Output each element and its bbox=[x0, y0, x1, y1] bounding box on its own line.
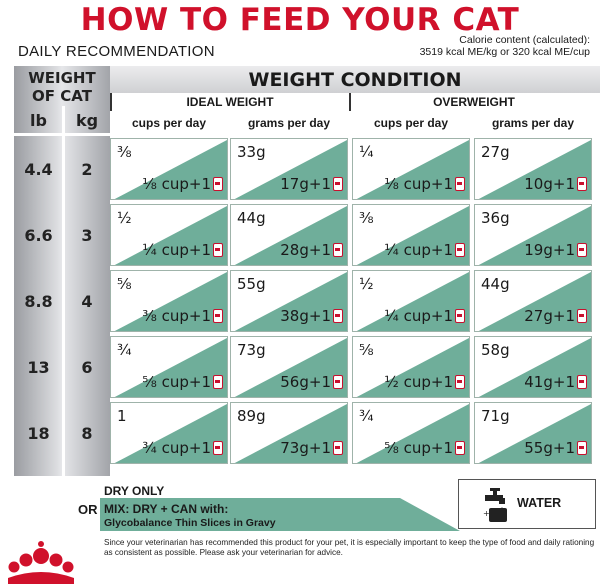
dry-only-amount: 89g bbox=[237, 407, 266, 425]
dry-only-amount: ½ bbox=[117, 209, 132, 227]
calorie-line-1: Calorie content (calculated): bbox=[459, 34, 590, 46]
legend-mix: MIX: DRY + CAN with: bbox=[104, 502, 229, 516]
dry-only-amount: 73g bbox=[237, 341, 266, 359]
kg-label: kg bbox=[75, 111, 99, 130]
mix-amount-text: ¾ cup+1 bbox=[142, 439, 211, 457]
mix-amount-text: 55g+1 bbox=[524, 439, 575, 457]
weight-of-cat-title bbox=[14, 69, 110, 105]
group-divider-middle bbox=[349, 93, 351, 111]
mix-amount-text: ½ cup+1 bbox=[384, 373, 453, 391]
dry-only-amount: 71g bbox=[481, 407, 510, 425]
mix-amount bbox=[384, 373, 465, 391]
can-icon bbox=[455, 177, 465, 191]
lb-label: lb bbox=[30, 111, 47, 130]
ideal-cups-header: cups per day bbox=[131, 116, 207, 130]
mix-amount-text: 10g+1 bbox=[524, 175, 575, 193]
header-divider bbox=[14, 133, 110, 136]
can-icon bbox=[455, 309, 465, 323]
mix-amount bbox=[384, 439, 465, 457]
dry-only-amount: 36g bbox=[481, 209, 510, 227]
can-icon bbox=[333, 375, 343, 389]
over-cups-header: cups per day bbox=[373, 116, 449, 130]
can-icon bbox=[455, 243, 465, 257]
can-icon bbox=[213, 243, 223, 257]
mix-amount bbox=[280, 373, 343, 391]
dry-only-amount: ⅝ bbox=[117, 275, 132, 293]
water-faucet-icon bbox=[481, 486, 511, 524]
feeding-cell bbox=[230, 402, 348, 464]
can-icon bbox=[213, 375, 223, 389]
mix-amount-text: 19g+1 bbox=[524, 241, 575, 259]
ideal-grams-header: grams per day bbox=[247, 116, 331, 130]
can-icon bbox=[213, 309, 223, 323]
feeding-cell bbox=[352, 270, 470, 332]
dry-only-amount: ½ bbox=[359, 275, 374, 293]
mix-amount-text: ¼ cup+1 bbox=[384, 241, 453, 259]
feeding-cell bbox=[474, 336, 592, 398]
weight-condition-header: WEIGHT CONDITION bbox=[110, 66, 600, 93]
weight-of-cat-line1: WEIGHT bbox=[28, 69, 96, 87]
mix-amount bbox=[142, 175, 223, 193]
can-icon bbox=[333, 177, 343, 191]
dry-only-amount: ¾ bbox=[359, 407, 374, 425]
row-weight-kg: 3 bbox=[81, 226, 93, 245]
mix-amount bbox=[142, 373, 223, 391]
feeding-cell bbox=[474, 138, 592, 200]
dry-only-amount: ⅝ bbox=[359, 341, 374, 359]
feeding-cell bbox=[352, 138, 470, 200]
mix-amount-text: ⅛ cup+1 bbox=[142, 175, 211, 193]
weight-of-cat-line2: OF CAT bbox=[32, 87, 92, 105]
mix-amount bbox=[524, 439, 587, 457]
feeding-cell bbox=[230, 336, 348, 398]
dry-only-amount: ¼ bbox=[359, 143, 374, 161]
row-weight-lb: 6.6 bbox=[24, 226, 53, 245]
mix-amount bbox=[524, 241, 587, 259]
mix-amount-text: 17g+1 bbox=[280, 175, 331, 193]
dry-only-amount: 1 bbox=[117, 407, 127, 425]
dry-only-amount: 33g bbox=[237, 143, 266, 161]
dry-only-amount: ⅜ bbox=[359, 209, 374, 227]
row-weight-kg: 8 bbox=[81, 424, 93, 443]
feeding-cell bbox=[474, 402, 592, 464]
feeding-cell bbox=[110, 204, 228, 266]
dry-only-amount: 55g bbox=[237, 275, 266, 293]
overweight-label: OVERWEIGHT bbox=[433, 95, 515, 109]
weight-of-cat-column bbox=[14, 66, 110, 476]
mix-amount-text: ⅝ cup+1 bbox=[384, 439, 453, 457]
royal-canin-crown-logo bbox=[2, 522, 80, 584]
water-legend-box bbox=[458, 479, 596, 529]
feeding-cell bbox=[110, 336, 228, 398]
mix-amount-text: 56g+1 bbox=[280, 373, 331, 391]
feeding-cell bbox=[352, 204, 470, 266]
mix-amount bbox=[142, 241, 223, 259]
feeding-cell bbox=[352, 402, 470, 464]
can-icon bbox=[455, 441, 465, 455]
svg-text:+: + bbox=[483, 509, 490, 518]
feeding-cell bbox=[110, 402, 228, 464]
mix-amount bbox=[384, 241, 465, 259]
mix-amount-text: 73g+1 bbox=[280, 439, 331, 457]
feeding-cell bbox=[352, 336, 470, 398]
mix-amount-text: ⅝ cup+1 bbox=[142, 373, 211, 391]
row-weight-lb: 13 bbox=[27, 358, 50, 377]
mix-amount bbox=[142, 439, 223, 457]
dry-only-amount: 44g bbox=[481, 275, 510, 293]
row-weight-lb: 8.8 bbox=[24, 292, 53, 311]
footer-note: Since your veterinarian has recommended this product for your pet, it is especially important to keep the type of food and daily rationing as consistent as possible. Please ask your veterinarian for advice. bbox=[104, 538, 595, 557]
can-icon bbox=[333, 441, 343, 455]
dry-only-amount: 58g bbox=[481, 341, 510, 359]
row-weight-kg: 6 bbox=[81, 358, 93, 377]
legend-dry-only: DRY ONLY bbox=[104, 484, 165, 498]
can-icon bbox=[577, 375, 587, 389]
ideal-weight-label: IDEAL WEIGHT bbox=[186, 95, 274, 109]
can-icon bbox=[577, 441, 587, 455]
water-label: WATER bbox=[517, 496, 562, 510]
mix-amount-text: ¼ cup+1 bbox=[142, 241, 211, 259]
over-grams-header: grams per day bbox=[491, 116, 575, 130]
feeding-cell bbox=[110, 138, 228, 200]
feeding-cell bbox=[474, 270, 592, 332]
mix-amount bbox=[280, 307, 343, 325]
mix-amount-text: 38g+1 bbox=[280, 307, 331, 325]
calorie-content bbox=[420, 34, 590, 58]
mix-amount bbox=[280, 439, 343, 457]
row-weight-kg: 2 bbox=[81, 160, 93, 179]
can-icon bbox=[455, 375, 465, 389]
calorie-line-2: 3519 kcal ME/kg or 320 kcal ME/cup bbox=[419, 46, 590, 58]
can-icon bbox=[577, 243, 587, 257]
can-icon bbox=[577, 309, 587, 323]
row-weight-lb: 18 bbox=[27, 424, 50, 443]
dry-only-amount: 44g bbox=[237, 209, 266, 227]
dry-only-amount: ⅜ bbox=[117, 143, 132, 161]
can-icon bbox=[333, 309, 343, 323]
feeding-cell bbox=[230, 270, 348, 332]
mix-amount-text: 41g+1 bbox=[524, 373, 575, 391]
feeding-cell bbox=[230, 204, 348, 266]
can-icon bbox=[577, 177, 587, 191]
feeding-cell bbox=[110, 270, 228, 332]
mix-amount bbox=[142, 307, 223, 325]
feeding-cell bbox=[230, 138, 348, 200]
feeding-cell bbox=[474, 204, 592, 266]
mix-amount-text: 27g+1 bbox=[524, 307, 575, 325]
mix-amount bbox=[384, 307, 465, 325]
mix-amount-text: ⅛ cup+1 bbox=[384, 175, 453, 193]
mix-amount bbox=[524, 307, 587, 325]
mix-amount bbox=[524, 373, 587, 391]
page-title: HOW TO FEED YOUR CAT bbox=[80, 2, 520, 38]
can-icon bbox=[333, 243, 343, 257]
legend-or: OR bbox=[78, 502, 98, 517]
mix-amount-text: ¼ cup+1 bbox=[384, 307, 453, 325]
dry-only-amount: ¾ bbox=[117, 341, 132, 359]
dry-only-amount: 27g bbox=[481, 143, 510, 161]
mix-amount bbox=[280, 175, 343, 193]
legend-mix-product: Glycobalance Thin Slices in Gravy bbox=[104, 517, 276, 529]
mix-amount bbox=[280, 241, 343, 259]
can-icon bbox=[213, 177, 223, 191]
daily-recommendation-label: DAILY RECOMMENDATION bbox=[18, 43, 215, 60]
mix-amount-text: ⅜ cup+1 bbox=[142, 307, 211, 325]
row-weight-lb: 4.4 bbox=[24, 160, 53, 179]
mix-amount bbox=[384, 175, 465, 193]
row-weight-kg: 4 bbox=[81, 292, 93, 311]
mix-amount bbox=[524, 175, 587, 193]
mix-amount-text: 28g+1 bbox=[280, 241, 331, 259]
can-icon bbox=[213, 441, 223, 455]
